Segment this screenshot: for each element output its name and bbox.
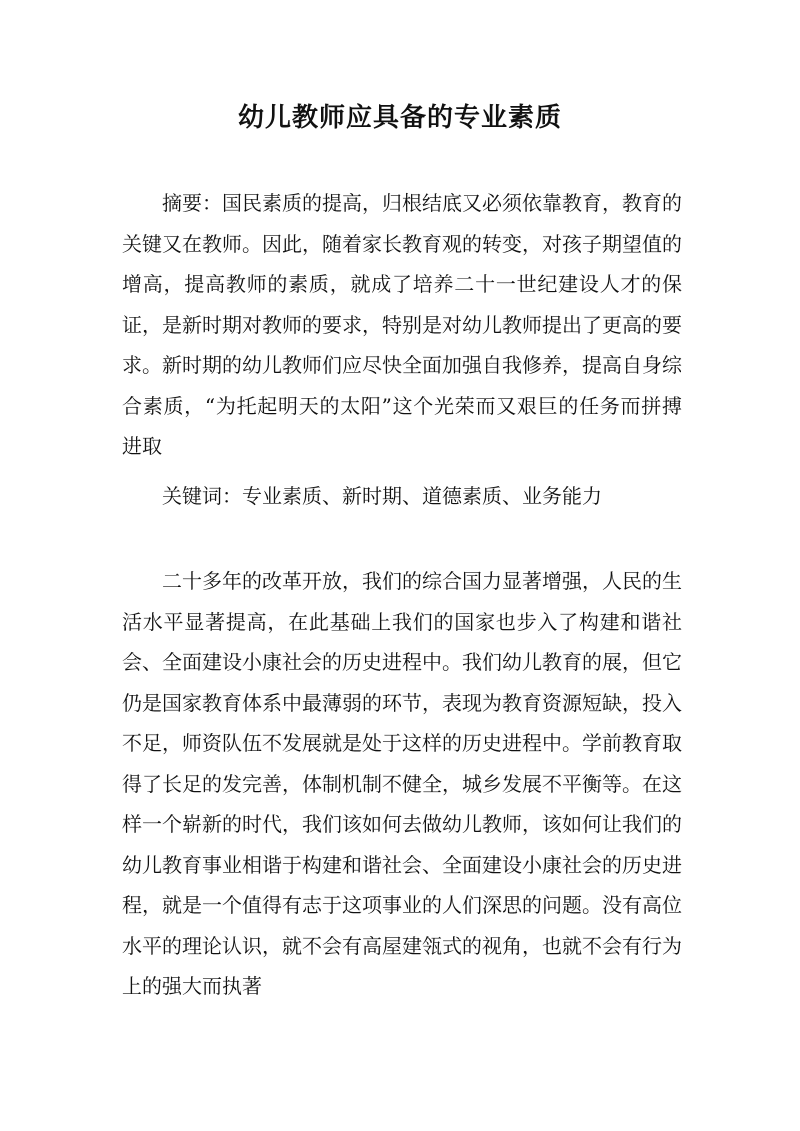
document-title: 幼儿教师应具备的专业素质 [237,103,562,133]
body-paragraph: 二十多年的改革开放，我们的综合国力显著增强，人民的生活水平显著提高，在此基础上我们的国家也步入了构建和谐社会、全面建设小康社会的历史进程中。我们幼儿教育的展，但它仍是国家教育体系中最薄弱的环节，表现为教育资源短缺，投入不足，师资队伍不发展就是处于这样的历史进程中。学前教育取得了长足的发完善，体制机制不健全，城乡发展不平衡等。在这样一个崭新的时代，我们该如何去做幼儿教师，该如何让我们的幼儿教育事业相谐于构建和谐社会、全面建设小康社会的历史进程，就是一个值得有志于这项事业的人们深思的问题。没有高位水平的理论认识，就不会有高屋建瓴式的视角，也就不会有行为上的强大而执著 [122,569,682,998]
keywords-line: 关键词：专业素质、新时期、道德素质、业务能力 [162,484,602,508]
abstract-paragraph: 摘要：国民素质的提高，归根结底又必须依靠教育，教育的关键又在教师。因此，随着家长教育观的转变，对孩子期望值的增高，提高教师的素质，就成了培养二十一世纪建设人才的保证，是新时期对教师的要求，特别是对幼儿教师提出了更高的要求。新时期的幼儿教师们应尽快全面加强自我修养，提高自身综合素质，“为托起明天的太阳”这个光荣而又艰巨的任务而拼搏进取 [122,191,682,458]
